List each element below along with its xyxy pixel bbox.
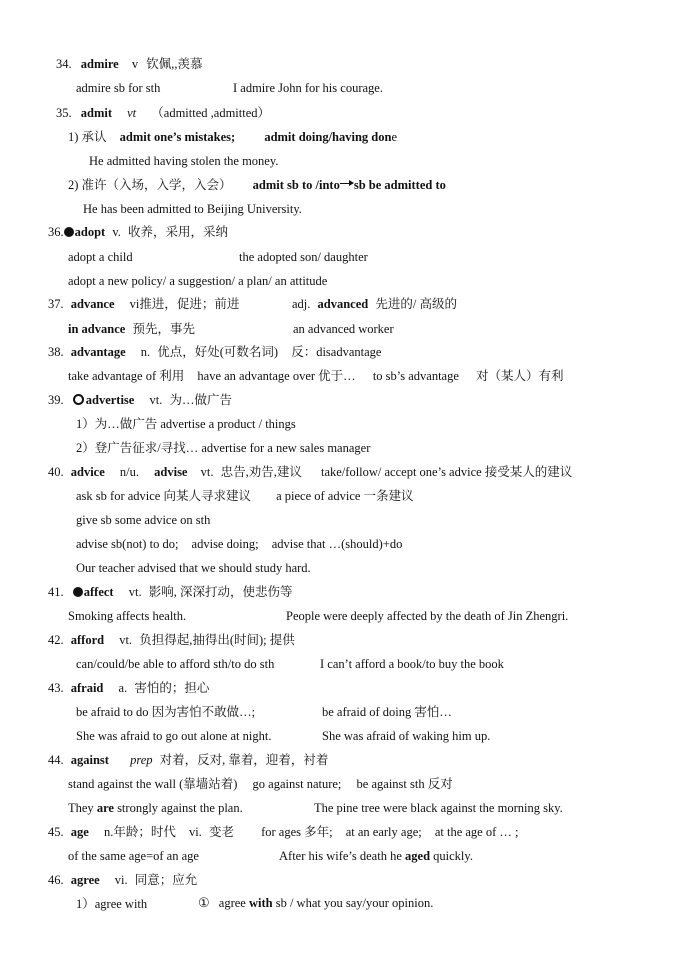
entry-34: 34. admire v 钦佩,,羡慕 [56, 57, 203, 71]
filled-bullet-icon [64, 227, 74, 237]
entry-42: 42. afford vt. 负担得起,抽得出(时间); 提供 [48, 633, 295, 647]
headword: advance [70, 297, 115, 311]
headword: affect [83, 585, 114, 599]
entry-38: 38. advantage n. 优点，好处(可数名词) 反：disadvantage [48, 345, 382, 359]
headword: admit [80, 106, 112, 120]
headword: advertise [85, 393, 135, 407]
headword: advantage [70, 345, 126, 359]
entry-45: 45. age n.年龄；时代 vi. 变老 for ages 多年; at an early age; at the age of … ; [48, 825, 519, 839]
headword: advice [70, 465, 105, 479]
entry-40: 40. advice n/u. advise vt. 忠告,劝告,建议 take/follow/ accept one’s advice 接受某人的建议 [48, 465, 573, 479]
hollow-bullet-icon [73, 394, 84, 405]
entry-44: 44. against prep 对着，反对, 靠着，迎着，衬着 [48, 753, 329, 767]
entry-46: 46. agree vi. 同意；应允 [48, 873, 198, 887]
headword: age [70, 825, 89, 839]
filled-bullet-icon [73, 587, 83, 597]
headword: agree [70, 873, 100, 887]
entry-34-examples: admire sb for sth [76, 81, 161, 95]
arrow-icon [340, 179, 354, 189]
entry-43: 43. afraid a. 害怕的；担心 [48, 681, 210, 695]
headword: admire [80, 57, 119, 71]
entry-39: 39. advertise vt. 为…做广告 [48, 393, 232, 407]
entry-41: 41. affect vt. 影响, 深深打动，使悲伤等 [48, 585, 293, 599]
entry-36: 36. adopt v. 收养，采用，采纳 [48, 225, 229, 239]
headword: against [70, 753, 109, 767]
headword: afraid [70, 681, 104, 695]
headword: adopt [74, 225, 106, 239]
entry-37: 37. advance vi推进，促进；前进 [48, 297, 240, 311]
headword: afford [70, 633, 105, 647]
document-page: 34. admire v 钦佩,,羡慕 admire sb for sth I admire John for his courage. 35. admit vt （admitted ,admitted） 1) 承认 admit one’s mistakes; admit doing/having done He admitted having stolen the money. 2) 准许（入场，入学，入会） admit sb to /into sb be admitted to He has been admitted to Beijing University. 36. adopt v. 收养，采用，采纳 adopt a child the adopted son/ daughter adopt a new policy/ a suggestion/ a plan/ an attitude 37. advance vi推进，促进；前进 adj. advanced 先进的/ 高级的 in advance 预先，事先 an advanced worker 38. advantage n. 优点，好处(可数名词) 反：disadvantage take advantage of 利用 have an advantage over 优于… to sb’s advantage 对（某人）有利 39. advertise vt. 为…做广告 1）为…做广告 advertise a product / things 2）登广告征求/寻找… advertise for a new sales manager 40. advice n/u. advise vt. 忠告,劝告,建议 take/follow/ accept one’s advice 接受某人的建议 ask sb for advice 向某人寻求建议 a piece of advice 一条建议 give sb some advice on sth advise sb(not) to do; advise doing; advise that …(should)+do Our teacher advised that we should study hard. 41. affect vt. 影响, 深深打动，使悲伤等 Smoking affects health. People were deeply affected by the death of Jin Zhengri. 42. afford vt. 负担得起,抽得出(时间); 提供 can/could/be able to afford sth/to do sth I can’t afford a book/to buy the book 43. afraid a. 害怕的；担心 be afraid to do 因为害怕不敢做…; be afraid of doing 害怕… She was afraid to go out alone at night. She was afraid of waking him up. 44. against prep 对着，反对, 靠着，迎着，衬着 stand against the wall (靠墙站着) go against nature; be against sth 反对 They are strongly against the plan. The pine tree were black against the morning sky. 45. age n.年龄；时代 vi. 变老 for ages 多年; at an early age; at the age of … ; of the same age=of an age After his wife’s death he aged quickly. 46. agree vi. 同意；应允 1）agree with ① agree with sb / what you say/your opinion. [48, 57, 573, 911]
entry-35: 35. admit vt （admitted ,admitted） [56, 106, 271, 120]
